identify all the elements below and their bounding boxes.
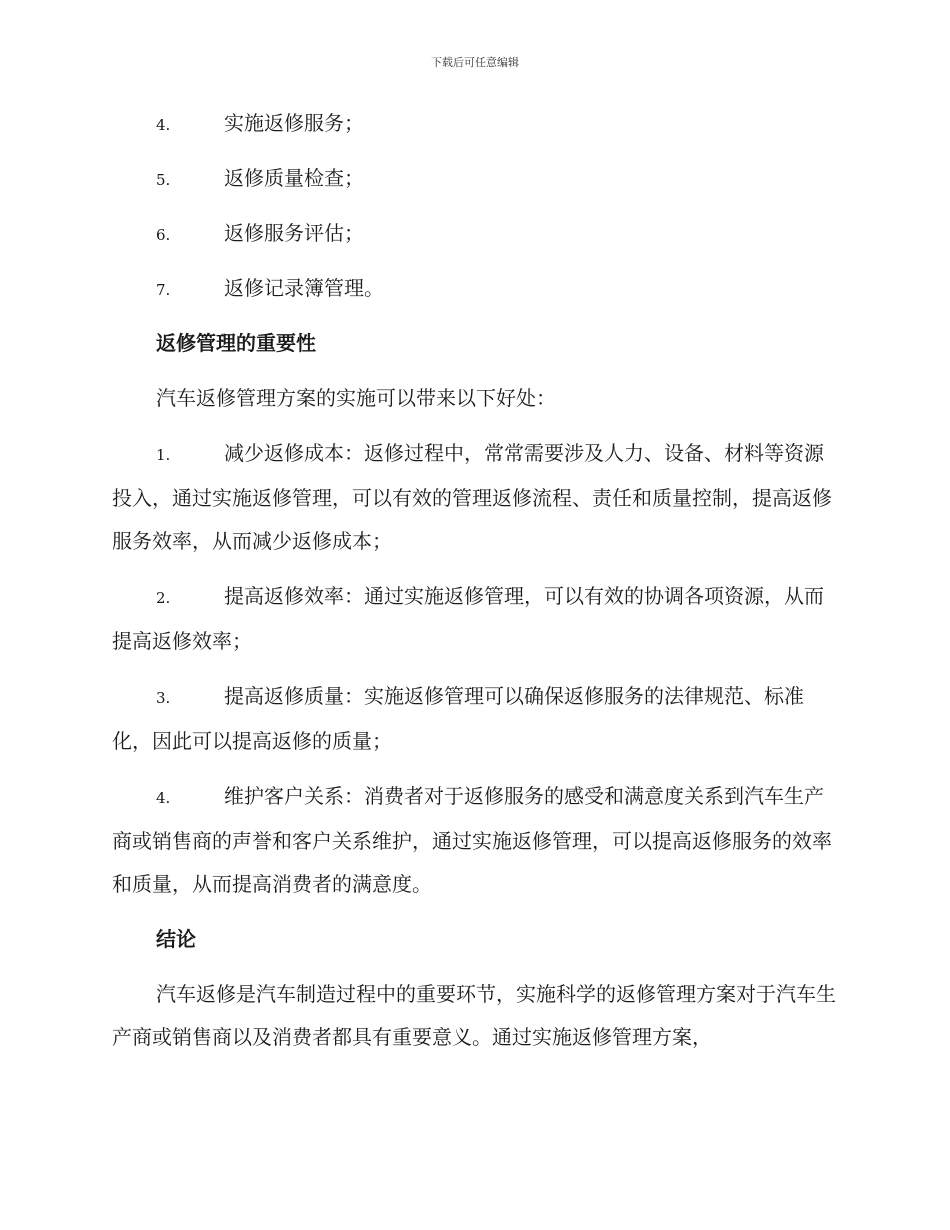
list-item-step-6 [112,212,838,255]
list-number: 1. [156,446,171,464]
list-item-step-4 [112,102,838,145]
list-text: 减少返修成本：返修过程中，常常需要涉及人力、设备、材料等资源投入，通过实施返修管理，可以有效的管理返修流程、责任和质量控制，提高返修服务效率，从而减少返修成本； [112,441,832,553]
list-item-benefit-1 [112,432,838,563]
list-number: 7. [156,281,171,299]
document-body [112,102,838,1071]
list-text: 返修质量检查； [224,166,364,190]
list-item-step-5 [112,157,838,200]
list-number: 5. [156,171,171,189]
list-text: 返修记录簿管理。 [224,276,384,300]
list-item-benefit-3 [112,675,838,763]
list-text: 维护客户关系：消费者对于返修服务的感受和满意度关系到汽车生产商或销售商的声誉和客户关系维护，通过实施返修管理，可以提高返修服务的效率和质量，从而提高消费者的满意度。 [112,784,832,896]
list-number: 3. [156,689,171,707]
section-heading-importance: 返修管理的重要性 [156,331,316,355]
list-number: 4. [156,116,171,134]
list-item-benefit-2 [112,575,838,663]
page-header: 下载后可任意编辑 [431,56,519,69]
list-text: 实施返修服务； [224,111,364,135]
section-heading-conclusion: 结论 [156,927,196,951]
list-number: 6. [156,226,171,244]
list-number: 2. [156,589,171,607]
list-number: 4. [156,789,171,807]
list-text: 提高返修效率：通过实施返修管理，可以有效的协调各项资源，从而提高返修效率； [112,584,824,653]
list-text: 返修服务评估； [224,221,364,245]
section-intro: 汽车返修管理方案的实施可以带来以下好处： [156,386,556,410]
list-item-benefit-4 [112,775,838,906]
list-text: 提高返修质量：实施返修管理可以确保返修服务的法律规范、标准化，因此可以提高返修的质量； [112,684,804,753]
list-item-step-7 [112,267,838,310]
conclusion-paragraph: 汽车返修是汽车制造过程中的重要环节，实施科学的返修管理方案对于汽车生产商或销售商以及消费者都具有重要意义。通过实施返修管理方案， [112,982,836,1049]
